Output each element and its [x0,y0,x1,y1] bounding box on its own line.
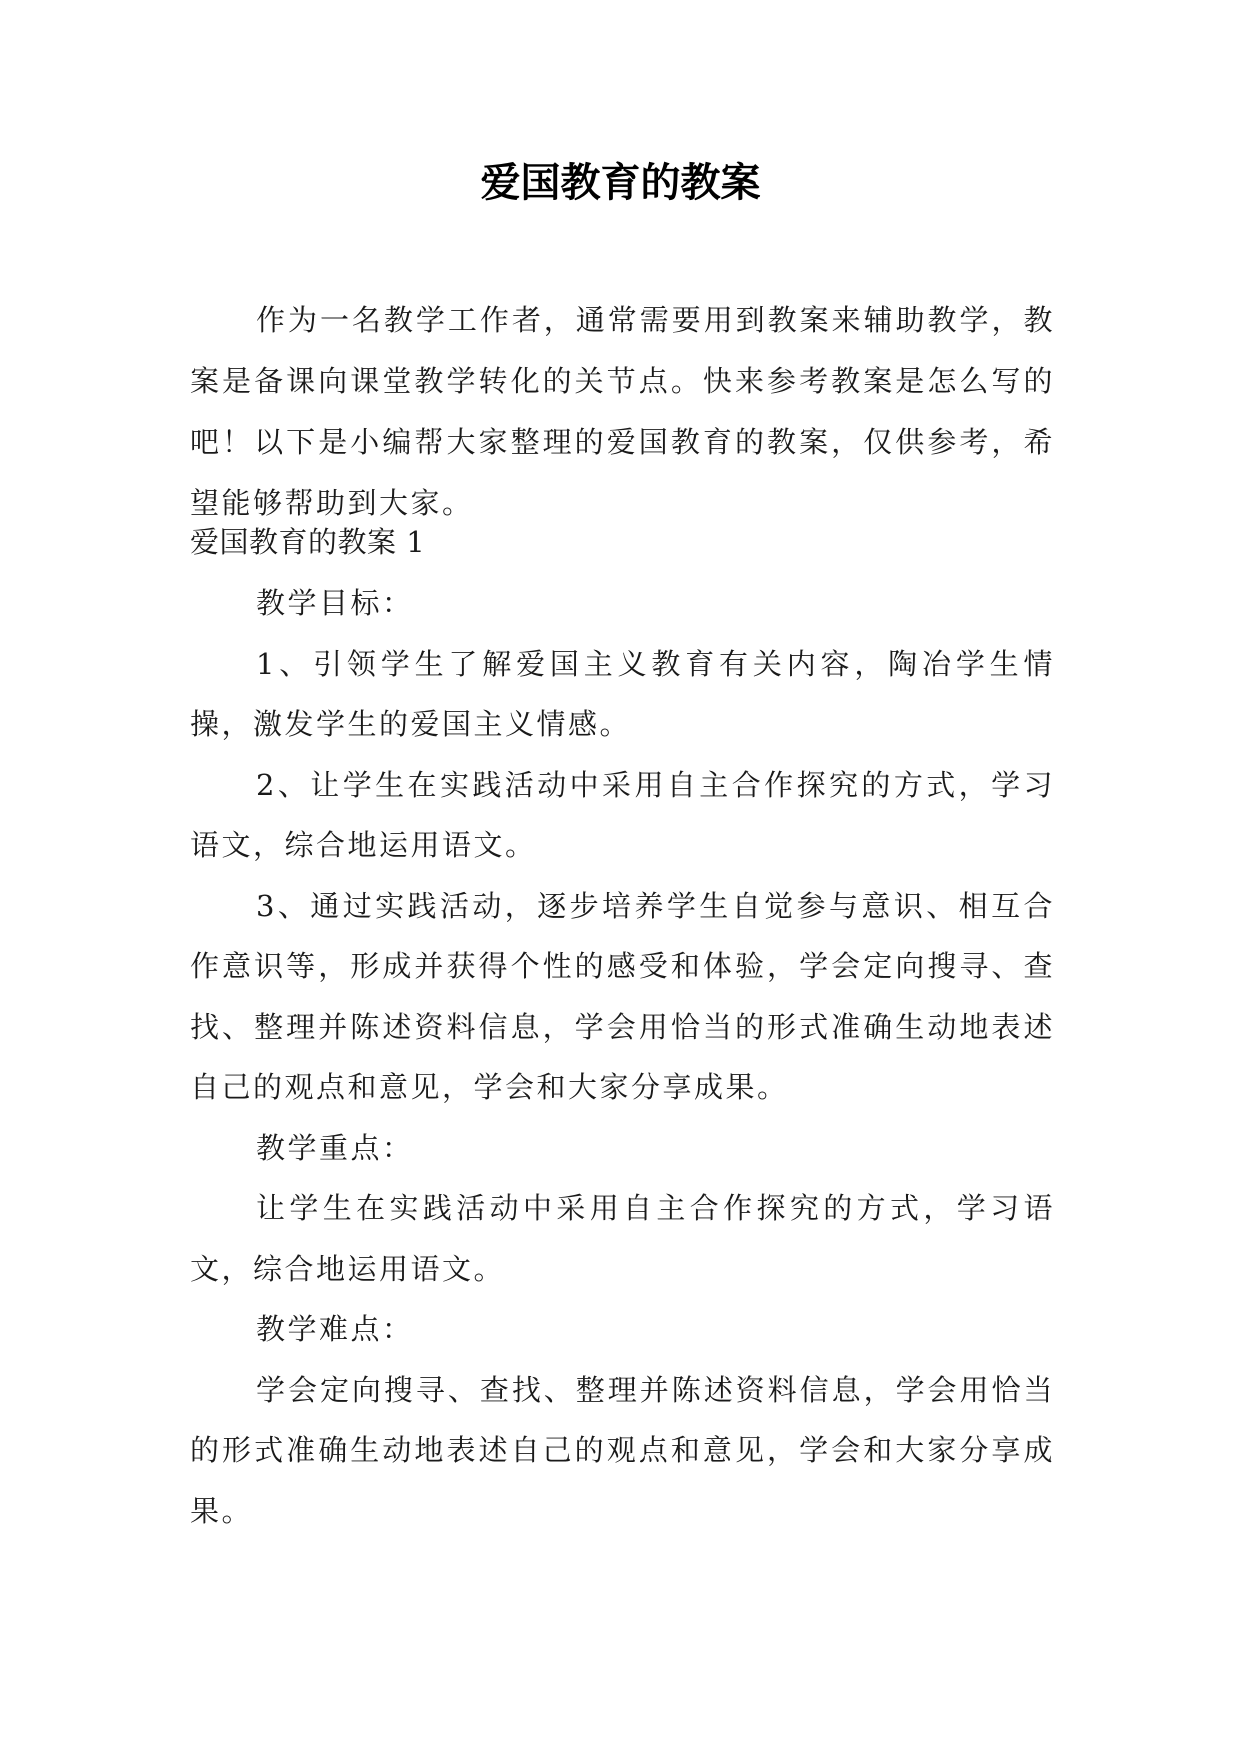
objective-item-3: 3、通过实践活动，逐步培养学生自觉参与意识、相互合作意识等，形成并获得个性的感受和体验，学会定向搜寻、查找、整理并陈述资料信息，学会用恰当的形式准确生动地表述自己的观点和意见，学会和大家分享成果。 [190,888,1055,1104]
difficulties-text: 学会定向搜寻、查找、整理并陈述资料信息，学会用恰当的形式准确生动地表述自己的观点和意见，学会和大家分享成果。 [190,1372,1055,1528]
key-points-text: 让学生在实践活动中采用自主合作探究的方式，学习语文，综合地运用语文。 [190,1191,1055,1286]
intro-paragraph: 作为一名教学工作者，通常需要用到教案来辅助教学，教案是备课向课堂教学转化的关节点。快来参考教案是怎么写的吧！以下是小编帮大家整理的爱国教育的教案，仅供参考，希望能够帮助到大家。 [190,303,1055,520]
difficulties-heading: 教学难点： [256,1312,414,1346]
objectives-heading: 教学目标： [256,586,414,620]
objective-item-2: 2、让学生在实践活动中采用自主合作探究的方式，学习语文，综合地运用语文。 [190,767,1055,862]
key-points-heading: 教学重点： [256,1130,414,1165]
section-heading: 爱国教育的教案 1 [190,525,426,559]
document-title: 爱国教育的教案 [480,160,761,206]
objective-item-1: 1、引领学生了解爱国主义教育有关内容，陶冶学生情操，激发学生的爱国主义情感。 [190,646,1055,741]
lesson-content [190,573,1055,1541]
